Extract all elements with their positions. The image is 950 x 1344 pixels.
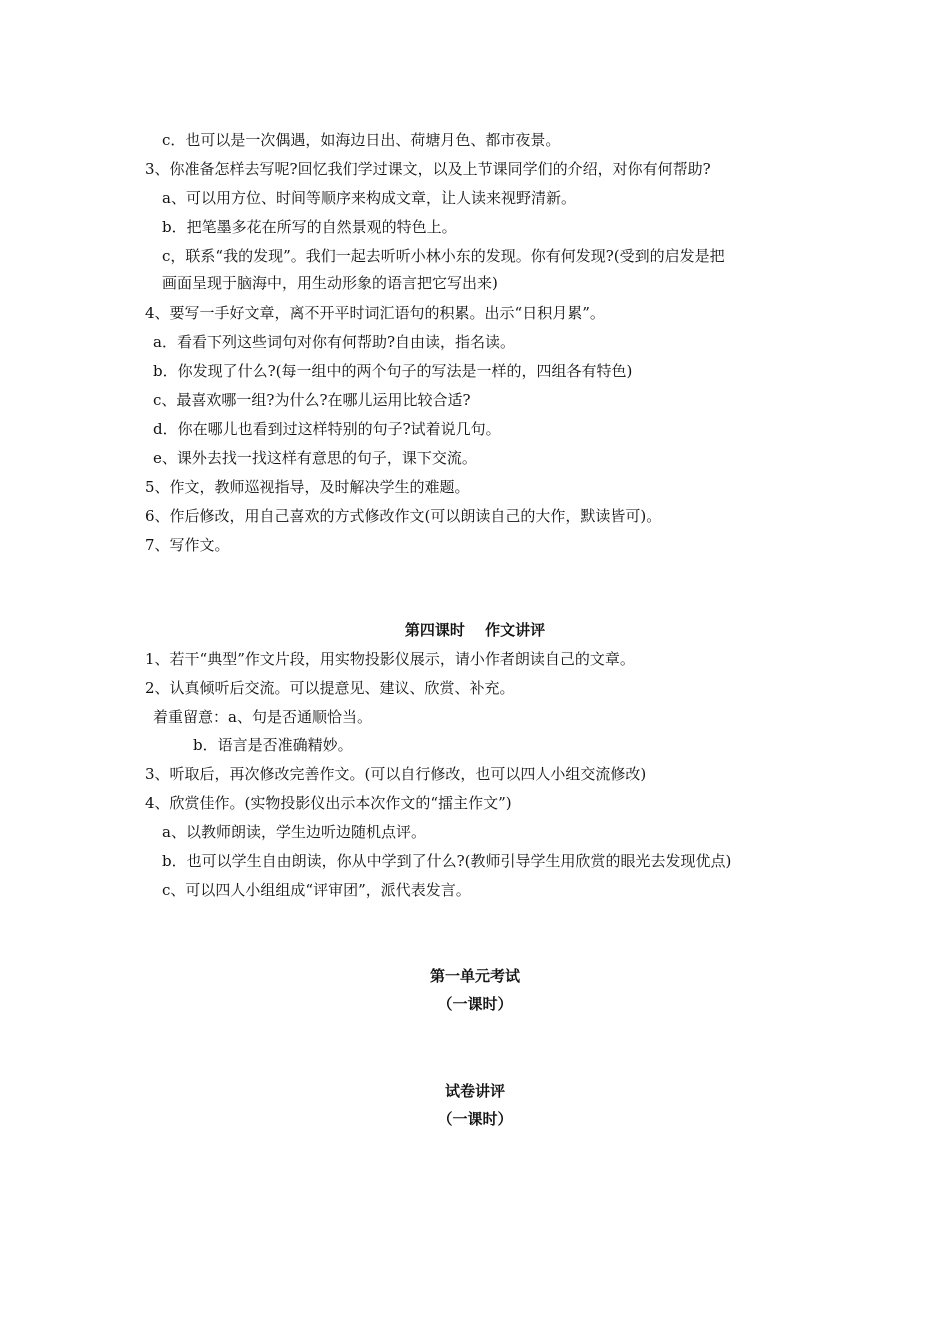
text-line: 1、若干“典型”作文片段，用实物投影仪展示，请小作者朗读自己的文章。 bbox=[145, 650, 635, 668]
text-line: a、以教师朗读，学生边听边随机点评。 bbox=[162, 823, 426, 841]
text-line: 3、听取后，再次修改完善作文。(可以自行修改，也可以四人小组交流修改) bbox=[145, 765, 647, 783]
text-line: 画面呈现于脑海中，用生动形象的语言把它写出来) bbox=[162, 274, 498, 292]
text-line: 3、你准备怎样去写呢?回忆我们学过课文，以及上节课同学们的介绍，对你有何帮助? bbox=[145, 160, 711, 178]
text-line: 4、要写一手好文章，离不开平时词汇语句的积累。出示“日积月累”。 bbox=[145, 304, 605, 322]
text-line: c．也可以是一次偶遇，如海边日出、荷塘月色、都市夜景。 bbox=[162, 131, 561, 149]
text-line: e、课外去找一找这样有意思的句子，课下交流。 bbox=[153, 449, 477, 467]
text-line: 7、写作文。 bbox=[145, 536, 230, 554]
text-line: b．语言是否准确精妙。 bbox=[193, 736, 353, 754]
text-line: d．你在哪儿也看到过这样特别的句子?试着说几句。 bbox=[153, 420, 501, 438]
exam-subtitle: （一课时） bbox=[437, 995, 513, 1013]
review-title: 试卷讲评 bbox=[444, 1082, 505, 1100]
text-line: c、最喜欢哪一组?为什么?在哪儿运用比较合适? bbox=[153, 391, 471, 409]
text-line: a、可以用方位、时间等顺序来构成文章，让人读来视野清新。 bbox=[162, 189, 576, 207]
text-line: a．看看下列这些词句对你有何帮助?自由读，指名读。 bbox=[153, 333, 515, 351]
text-line: 着重留意：a、句是否通顺恰当。 bbox=[153, 708, 372, 726]
review-subtitle: （一课时） bbox=[437, 1110, 513, 1128]
text-line: c，联系“我的发现”。我们一起去听听小林小东的发现。你有何发现?(受到的启发是把 bbox=[162, 247, 725, 265]
section-heading: 第四课时 作文讲评 bbox=[404, 621, 546, 639]
text-line: 2、认真倾听后交流。可以提意见、建议、欣赏、补充。 bbox=[145, 679, 515, 697]
text-line: c、可以四人小组组成“评审团”，派代表发言。 bbox=[162, 881, 471, 899]
text-line: b．你发现了什么?(每一组中的两个句子的写法是一样的，四组各有特色) bbox=[153, 362, 633, 380]
exam-title: 第一单元考试 bbox=[429, 967, 520, 985]
text-line: b．也可以学生自由朗读，你从中学到了什么?(教师引导学生用欣赏的眼光去发现优点) bbox=[162, 852, 732, 870]
text-line: 5、作文，教师巡视指导，及时解决学生的难题。 bbox=[145, 478, 470, 496]
text-line: b．把笔墨多花在所写的自然景观的特色上。 bbox=[162, 218, 457, 236]
text-line: 4、欣赏佳作。(实物投影仪出示本次作文的“擂主作文”) bbox=[145, 794, 512, 812]
text-line: 6、作后修改，用自己喜欢的方式修改作文(可以朗读自己的大作，默读皆可)。 bbox=[145, 507, 662, 525]
